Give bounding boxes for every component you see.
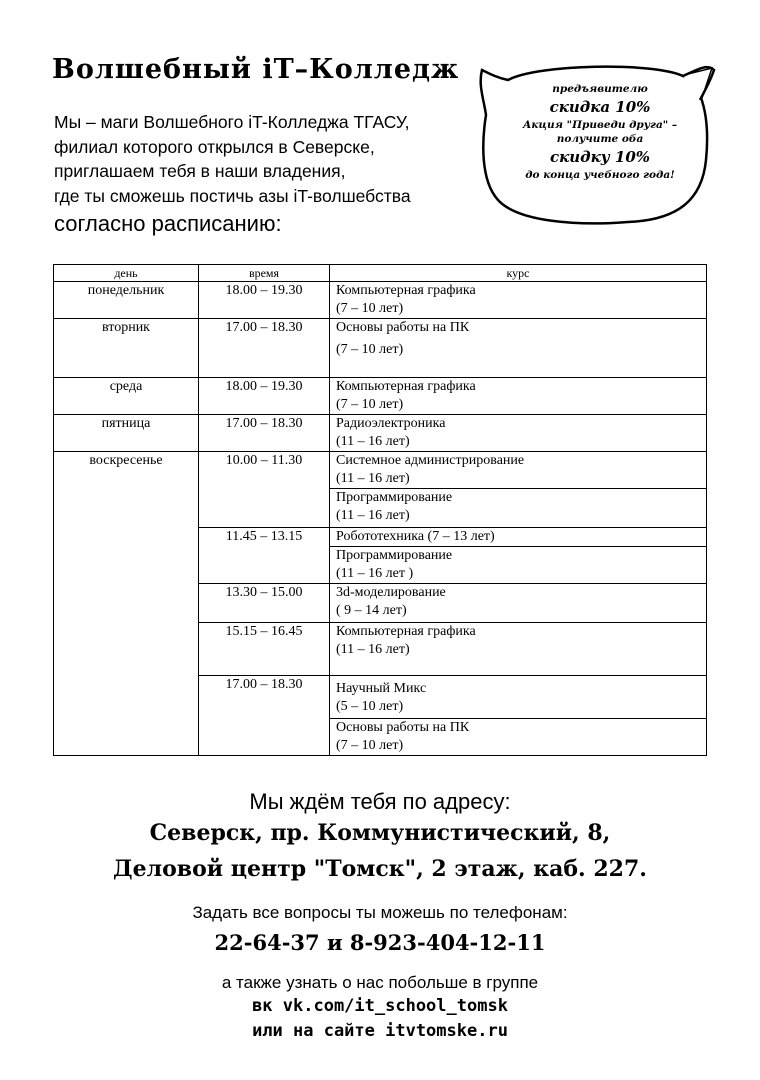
- intro-line: Мы – маги Волшебного iT-Колледжа ТГАСУ,: [54, 112, 410, 132]
- time-cell: 18.00 – 19.30: [199, 378, 330, 415]
- time-cell: 18.00 – 19.30: [199, 282, 330, 319]
- promo-discount: скидку 10%: [549, 148, 651, 166]
- course-name: Программирование: [336, 548, 453, 563]
- intro-line: где ты сможешь постичь азы iT-волшебства: [54, 185, 411, 206]
- course-cell: [330, 623, 707, 676]
- phone-numbers: 22-64-37 и 8-923-404-12-11: [214, 930, 546, 955]
- course-cell: [330, 676, 707, 719]
- address-intro: Мы ждём тебя по адресу:: [249, 789, 511, 814]
- day-cell: вторник: [54, 319, 199, 378]
- time-cell: 10.00 – 11.30: [199, 452, 330, 528]
- time-cell: 17.00 – 18.30: [199, 676, 330, 756]
- promo-line: предъявителю: [552, 83, 648, 95]
- time-cell: 15.15 – 16.45: [199, 623, 330, 676]
- course-cell: [330, 282, 707, 319]
- day-cell: пятница: [54, 415, 199, 452]
- time-cell: 17.00 – 18.30: [199, 415, 330, 452]
- course-cell: [330, 584, 707, 623]
- table-row: [54, 282, 707, 319]
- table-row: [54, 378, 707, 415]
- course-age: (5 – 10 лет): [336, 699, 404, 714]
- promo-line: до конца учебного года!: [525, 169, 675, 181]
- table-row: [54, 319, 707, 378]
- course-age: (11 – 16 лет): [336, 434, 410, 449]
- course-name: Радиоэлектроника: [336, 416, 446, 431]
- promo-text: [500, 82, 700, 182]
- course-age: ( 9 – 14 лет): [336, 603, 407, 618]
- intro-line: приглашаем тебя в наши владения,: [54, 161, 346, 181]
- course-name: Компьютерная графика: [336, 379, 476, 394]
- course-cell: [330, 378, 707, 415]
- column-header-time: время: [199, 265, 330, 282]
- course-name: Системное администрирование: [336, 453, 525, 468]
- page-title: Волшебный iT–Колледж: [52, 54, 460, 85]
- intro-line: филиал которого открылся в Северске,: [54, 136, 375, 157]
- column-header-day: день: [54, 265, 199, 282]
- course-name: 3d-моделирование: [336, 585, 446, 600]
- day-cell: воскресенье: [54, 452, 199, 756]
- course-name: Основы работы на ПК: [336, 720, 470, 735]
- day-cell: понедельник: [54, 282, 199, 319]
- promo-line: Акция "Приведи друга" –: [522, 119, 678, 131]
- course-age: (11 – 16 лет): [336, 471, 410, 486]
- course-cell: [330, 489, 707, 528]
- promo-discount: скидка 10%: [549, 98, 651, 116]
- time-cell: 11.45 – 13.15: [199, 528, 330, 584]
- website-link[interactable]: или на сайте itvtomske.ru: [252, 1021, 508, 1041]
- time-cell: 17.00 – 18.30: [199, 319, 330, 378]
- course-cell: [330, 319, 707, 378]
- time-cell: 13.30 – 15.00: [199, 584, 330, 623]
- course-name: Научный Микс: [336, 681, 427, 696]
- table-row: [54, 452, 707, 489]
- promo-speech-bubble: [478, 60, 716, 230]
- course-name: Компьютерная графика: [336, 624, 476, 639]
- course-age: (11 – 16 лет ): [336, 566, 414, 581]
- course-age: (7 – 10 лет): [336, 397, 404, 412]
- course-age: (7 – 10 лет): [336, 738, 404, 753]
- column-header-course: курс: [330, 265, 707, 282]
- course-age: (7 – 10 лет): [336, 301, 404, 316]
- course-age: (7 – 10 лет): [336, 342, 404, 357]
- course-cell: [330, 415, 707, 452]
- table-row: [54, 415, 707, 452]
- intro-line: согласно расписанию:: [54, 211, 282, 236]
- course-name: Основы работы на ПК: [336, 320, 470, 335]
- promo-line: получите оба: [556, 133, 644, 145]
- address-line: Северск, пр. Коммунистический, 8,: [149, 820, 611, 846]
- day-cell: среда: [54, 378, 199, 415]
- group-intro: а также узнать о нас побольше в группе: [221, 973, 539, 992]
- schedule-table: [53, 264, 707, 756]
- address-line: Деловой центр "Томск", 2 этаж, каб. 227.: [113, 856, 647, 882]
- vk-link[interactable]: вк vk.com/it_school_tomsk: [252, 996, 508, 1016]
- course-cell: [330, 452, 707, 489]
- course-name: Программирование: [336, 490, 453, 505]
- phone-intro: Задать все вопросы ты можешь по телефонам:: [192, 903, 568, 922]
- course-name: Робототехника (7 – 13 лет): [336, 529, 495, 544]
- intro-text: [54, 110, 411, 240]
- course-cell: [330, 547, 707, 584]
- course-age: (11 – 16 лет): [336, 508, 410, 523]
- course-cell: [330, 528, 707, 547]
- course-age: (11 – 16 лет): [336, 642, 410, 657]
- course-cell: [330, 719, 707, 756]
- course-name: Компьютерная графика: [336, 283, 476, 298]
- table-header-row: [54, 265, 707, 282]
